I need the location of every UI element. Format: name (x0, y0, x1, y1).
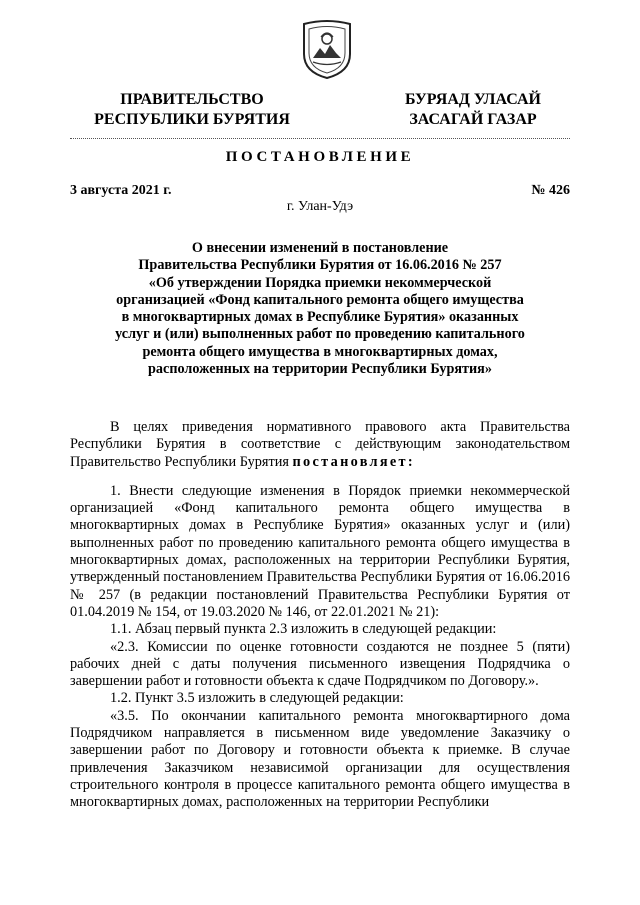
preamble-text: В целях приведения нормативного правового акта Правительства Республики Бурятия в соответствие с действующим законодательством Правительство Республики Бурятия (70, 419, 570, 470)
document-subject (90, 240, 550, 378)
document-number: № 426 (531, 183, 570, 198)
paragraph-1-2: 1.2. Пункт 3.5 изложить в следующей редакции: (110, 690, 404, 707)
subject-line: ремонта общего имущества в многоквартирных домах, (142, 343, 498, 360)
subject-line: О внесении изменений в постановление (191, 240, 449, 256)
subject-line: Правительства Республики Бурятия от 16.06.2016 № 257 (138, 257, 502, 274)
paragraph-2-3-text: «2.3. Комиссии по оценке готовности создаются не позднее 5 (пяти) рабочих дней с даты получения письменного извещения Подрядчика о завершении работ и готовности объекта к сдаче Подрядчиком по Договору.». (70, 638, 570, 690)
header-right-authority (392, 90, 554, 130)
header-right-line1: БУРЯАД УЛАСАЙ (405, 91, 541, 108)
document-city: г. Улан-Удэ (286, 199, 354, 214)
header-left-line1: ПРАВИТЕЛЬСТВО (120, 91, 264, 108)
document-body (70, 419, 570, 812)
subject-line: расположенных на территории Республики Бурятия» (148, 361, 492, 378)
subject-line: организацией «Фонд капитального ремонта общего имущества (116, 291, 524, 308)
header-right-line2: ЗАСАГАЙ ГАЗАР (409, 111, 537, 128)
decree-word: постановляет: (292, 453, 415, 470)
paragraph-1: 1. Внести следующие изменения в Порядок приемки некоммерческой организацией «Фонд капитального ремонта общего имущества в многоквартирных домах в Республике Бурятия» оказанных услуг и (или) выполненных работ по проведению капитального ремонта общего имущества в многоквартирных домах, расположенных на территории Республики Бурятия, утвержденный постановлением Правительства Республики Бурятия от 16.06.2016 № 257 (в редакции постановлений Правительства Республики Бурятия от 01.04.2019 № 154, от 19.03.2020 № 146, от 22.01.2021 № 21): (70, 482, 570, 620)
subject-line: в многоквартирных домах в Республике Бурятия» оказанных (121, 309, 519, 326)
header-divider (70, 138, 570, 139)
header-left-authority (82, 90, 302, 130)
coat-of-arms-emblem (300, 18, 354, 80)
document-date: 3 августа 2021 г. (70, 183, 172, 198)
preamble-paragraph (70, 419, 570, 471)
document-type-title: ПОСТАНОВЛЕНИЕ (225, 149, 415, 165)
subject-line: услуг и (или) выполненных работ по проведению капитального (115, 326, 525, 343)
paragraph-1-1: 1.1. Абзац первый пункта 2.3 изложить в следующей редакции: (110, 621, 497, 638)
subject-line: «Об утверждении Порядка приемки некоммерческой (148, 274, 492, 291)
paragraph-3-5-text: «3.5. По окончании капитального ремонта многоквартирного дома Подрядчиком направляется в письменном виде уведомление Заказчику о завершении работ по Договору и готовности объекта к приемке. В случае привлечения Заказчиком независимой организации для осуществления строительного контроля в процессе капитального ремонта общего имущества в многоквартирных домах, расположенных на территории Республики (70, 707, 570, 811)
header-left-line2: РЕСПУБЛИКИ БУРЯТИЯ (94, 111, 290, 128)
